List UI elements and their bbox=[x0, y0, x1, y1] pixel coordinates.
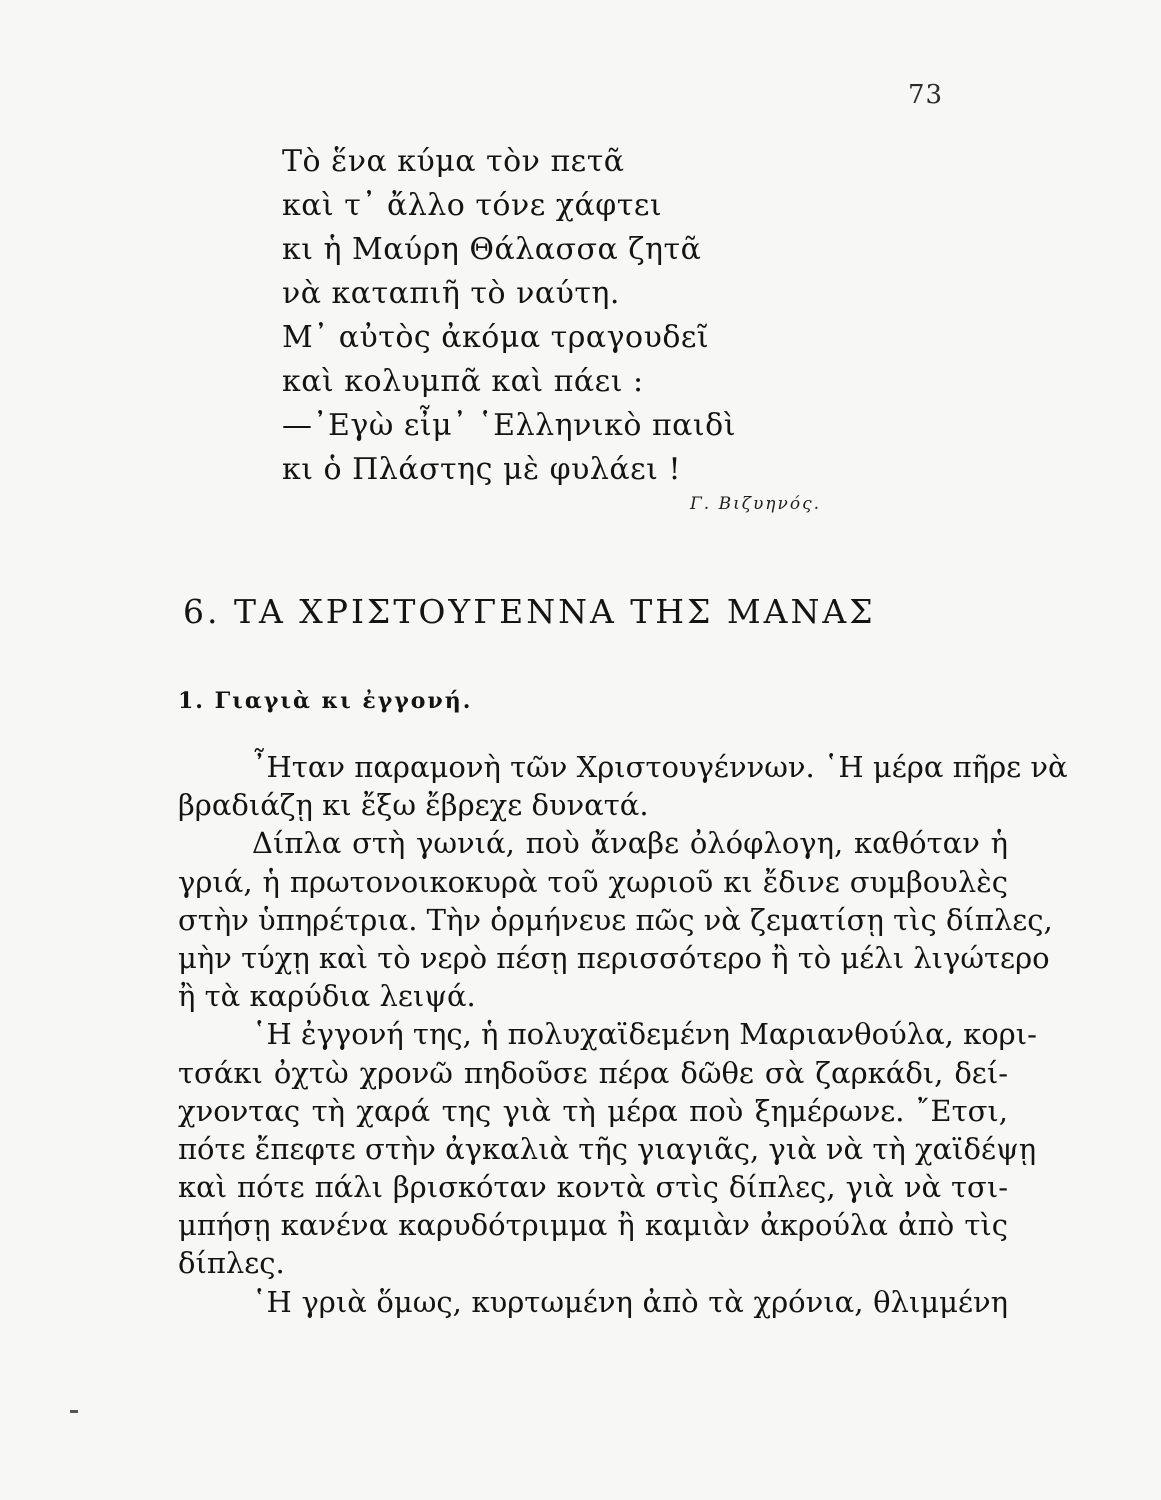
body-text bbox=[178, 748, 1068, 1321]
body-line: γριά, ἡ πρωτονοικοκυρὰ τοῦ χωριοῦ κι ἔδινε συμβουλὲς bbox=[178, 864, 1008, 899]
poem-line: κι ἡ Μαύρη Θάλασσα ζητᾶ bbox=[282, 232, 702, 267]
poem-line: νὰ καταπιῆ τὸ ναύτη. bbox=[282, 276, 620, 311]
print-speck bbox=[70, 1410, 78, 1413]
body-line: βραδιάζῃ κι ἔξω ἔβρεχε δυνατά. bbox=[178, 788, 649, 823]
poem-line: —᾿Εγὼ εἶμ᾿ ῾Ελληνικὸ παιδὶ bbox=[282, 408, 736, 443]
body-line: ῾Η γριὰ ὅμως, κυρτωμένη ἀπὸ τὰ χρόνια, θλιμμένη bbox=[252, 1284, 1008, 1319]
body-line: μὴν τύχῃ καὶ τὸ νερὸ πέσῃ περισσότερο ἢ τὸ μέλι λιγώτερο bbox=[178, 940, 1050, 975]
body-line: χνοντας τὴ χαρά της γιὰ τὴ μέρα ποὺ ξημέρωνε. ῎Ετσι, bbox=[178, 1093, 1008, 1128]
poem-line: καὶ κολυμπᾶ καὶ πάει : bbox=[282, 364, 644, 399]
poem bbox=[282, 140, 842, 492]
poem-author: Γ. Βιζυηνός. bbox=[690, 494, 821, 514]
page-number: 73 bbox=[908, 80, 944, 110]
poem-line: καὶ τ᾿ ἄλλο τόνε χάφτει bbox=[282, 188, 663, 223]
body-line: ῾Η ἐγγονή της, ἡ πολυχαϊδεμένη Μαριανθούλα, κορι- bbox=[252, 1017, 1037, 1052]
body-line: μπήσῃ κανένα καρυδότριμμα ἢ καμιὰν ἀκρούλα ἀπὸ τὶς bbox=[178, 1208, 1008, 1243]
body-line: ἢ τὰ καρύδια λειψά. bbox=[178, 979, 476, 1014]
body-line: Δίπλα στὴ γωνιά, ποὺ ἄναβε ὀλόφλογη, καθόταν ἡ bbox=[252, 826, 1008, 861]
body-line: καὶ πότε πάλι βρισκόταν κοντὰ στὶς δίπλες, γιὰ νὰ τσι- bbox=[178, 1170, 1008, 1205]
chapter-title: 6. ΤΑ ΧΡΙΣΤΟΥΓΕΝΝΑ ΤΗΣ ΜΑΝΑΣ bbox=[183, 592, 876, 631]
body-line: πότε ἔπεφτε στὴν ἀγκαλιὰ τῆς γιαγιᾶς, γιὰ νὰ τὴ χαϊδέψῃ bbox=[178, 1131, 1037, 1166]
poem-line: Τὸ ἕνα κύμα τὸν πετᾶ bbox=[282, 144, 625, 179]
body-line: ῏Ηταν παραμονὴ τῶν Χριστουγέννων. ῾Η μέρα πῆρε νὰ bbox=[252, 750, 1068, 784]
section-heading: 1. Γιαγιὰ κι ἐγγονή. bbox=[178, 688, 473, 714]
body-line: τσάκι ὀχτὼ χρονῶ πηδοῦσε πέρα δῶθε σὰ ζαρκάδι, δεί- bbox=[178, 1055, 1008, 1090]
poem-line: κι ὁ Πλάστης μὲ φυλάει ! bbox=[282, 452, 682, 487]
poem-line: Μ᾿ αὐτὸς ἀκόμα τραγουδεῖ bbox=[282, 320, 710, 355]
body-line: δίπλες. bbox=[178, 1246, 285, 1281]
body-line: στὴν ὑπηρέτρια. Τὴν ὁρμήνευε πῶς νὰ ζεματίσῃ τὶς δίπλες, bbox=[178, 902, 1053, 937]
